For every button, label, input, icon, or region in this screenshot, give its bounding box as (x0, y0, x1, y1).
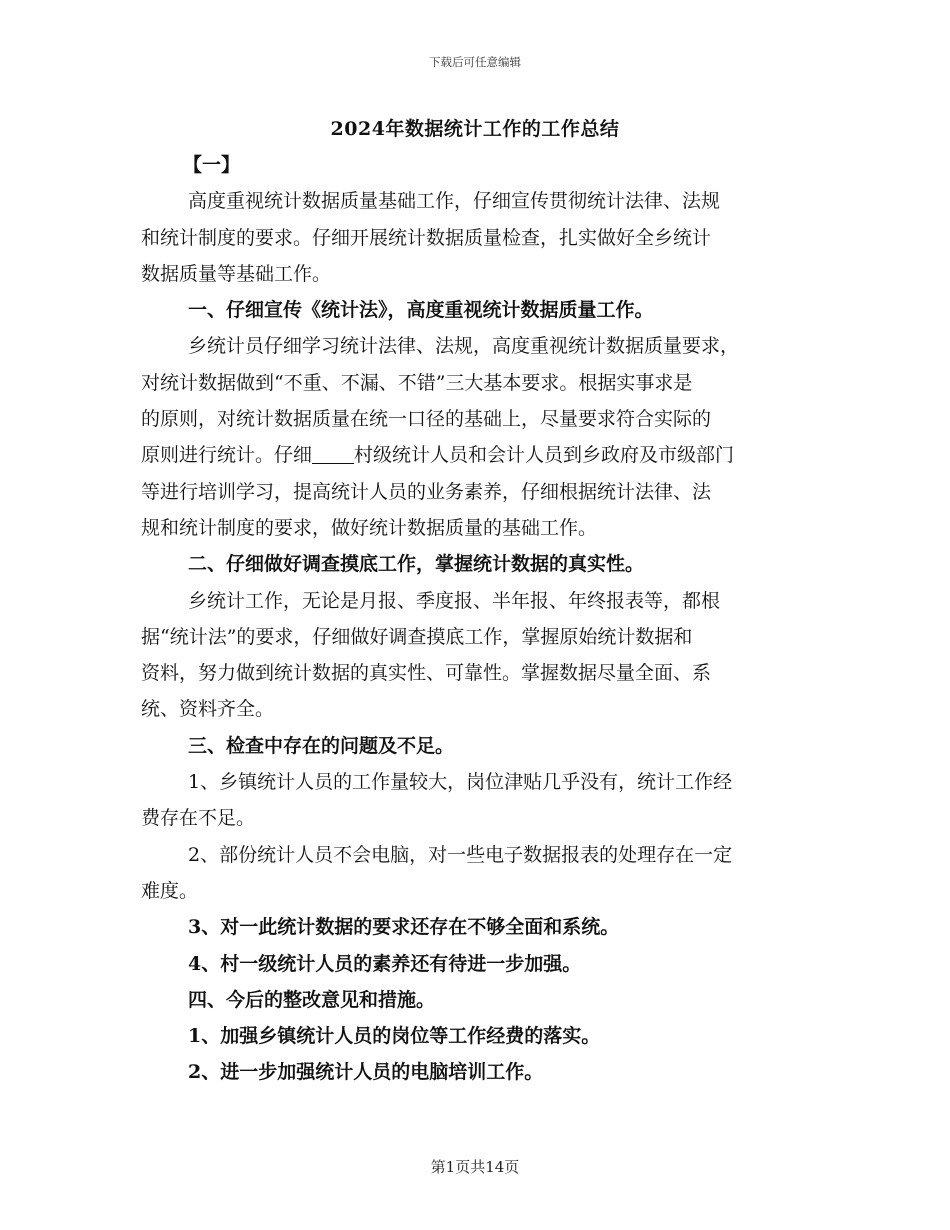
list-item: 2、部份统计人员不会电脑，对一些电子数据报表的处理存在一定 (188, 843, 733, 866)
paragraph-line: 等进行培训学习，提高统计人员的业务素养，仔细根据统计法律、法 (141, 480, 712, 503)
paragraph-line: 资料，努力做到统计数据的真实性、可靠性。掌握数据尽量全面、系 (141, 662, 712, 685)
paragraph-line: 统、资料齐全。 (141, 698, 275, 721)
blank-underline (312, 441, 354, 464)
paragraph-line: 据“统计法”的要求，仔细做好调查摸底工作，掌握原始统计数据和 (141, 625, 693, 648)
paragraph-line: 乡统计员仔细学习统计法律、法规，高度重视统计数据质量要求， (188, 335, 740, 358)
paragraph-line: 的原则，对统计数据质量在统一口径的基础上，尽量要求符合实际的 (141, 408, 712, 431)
section-heading-4: 四、今后的整改意见和措施。 (188, 988, 436, 1011)
list-item-bold: 2、进一步加强统计人员的电脑培训工作。 (188, 1061, 544, 1084)
paragraph-line: 规和统计制度的要求，做好统计数据质量的基础工作。 (141, 516, 598, 539)
section-heading-2: 二、仔细做好调查摸底工作，掌握统计数据的真实性。 (188, 553, 645, 576)
document-body (141, 147, 811, 1091)
list-item-bold: 1、加强乡镇统计人员的岗位等工作经费的落实。 (188, 1025, 601, 1048)
page-header: 下载后可任意编辑 (429, 55, 521, 69)
section-heading-3: 三、检查中存在的问题及不足。 (188, 734, 455, 757)
page-footer: 第1页共14页 (430, 1158, 520, 1176)
paragraph-text: 村级统计人员和会计人员到乡政府及市级部门 (354, 444, 735, 467)
list-item: 1、乡镇统计人员的工作量较大，岗位津贴几乎没有，统计工作经 (188, 771, 733, 794)
section-heading-1: 一、仔细宣传《统计法》，高度重视统计数据质量工作。 (188, 299, 654, 322)
list-item-bold: 4、村一级统计人员的素养还有待进一步加强。 (188, 952, 582, 975)
paragraph-line (141, 437, 811, 473)
list-item-continuation: 难度。 (141, 879, 199, 902)
section-marker: 【一】 (183, 154, 241, 176)
intro-line: 数据质量等基础工作。 (141, 262, 332, 285)
paragraph-text: 原则进行统计。仔细 (141, 444, 313, 467)
paragraph-line: 对统计数据做到“不重、不漏、不错”三大基本要求。根据实事求是 (141, 371, 693, 394)
list-item-continuation: 费存在不足。 (141, 807, 256, 830)
paragraph-line: 乡统计工作，无论是月报、季度报、半年报、年终报表等，都根 (188, 589, 721, 612)
intro-line: 和统计制度的要求。仔细开展统计数据质量检查，扎实做好全乡统计 (141, 226, 712, 249)
list-item-bold: 3、对一此统计数据的要求还存在不够全面和系统。 (188, 916, 620, 939)
document-title: 2024年数据统计工作的工作总结 (330, 118, 620, 140)
intro-line: 高度重视统计数据质量基础工作，仔细宣传贯彻统计法律、法规 (188, 190, 721, 213)
